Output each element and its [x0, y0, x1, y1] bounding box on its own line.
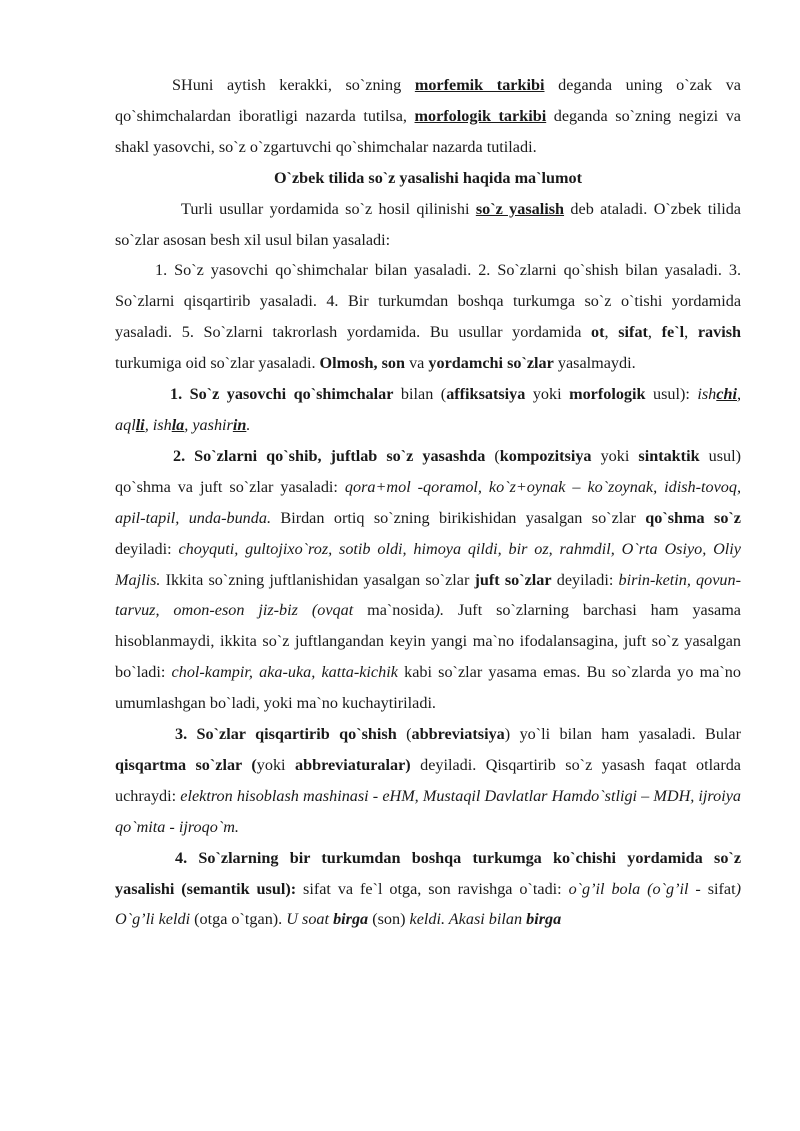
- example-suffix: la: [171, 415, 185, 434]
- text: deyiladi. Qisqartirib so`z yasash faqat otlarda uchraydi:: [115, 755, 741, 805]
- example-stem: , yashir: [184, 415, 233, 434]
- term: morfologik: [569, 385, 646, 404]
- examples: choyquti, gultojixo`roz, sotib oldi, himoya qildi, bir oz, rahmdil, O`rta Osiyo, Oliy Majlis.: [115, 539, 741, 589]
- text: (: [396, 725, 412, 744]
- text: Turli usullar yordamida so`z hosil qilinishi: [181, 199, 476, 218]
- term-morfemik-tarkibi: morfemik tarkibi: [414, 76, 545, 94]
- text: (otga o`tgan).: [190, 910, 287, 929]
- example-stem: , aql: [115, 385, 742, 434]
- text: deganda uning o`zak va qo`shimchalardan iboratligi nazarda tutilsa,: [115, 76, 741, 125]
- text: yasalmaydi.: [553, 354, 636, 373]
- term: qisqartma so`zlar (: [115, 755, 257, 774]
- term: qo`shma so`z: [645, 508, 741, 527]
- term: sifat: [618, 323, 648, 342]
- term: sintaktik: [638, 446, 700, 465]
- example-suffix: in: [232, 415, 247, 434]
- text: deyiladi:: [115, 539, 179, 558]
- text: yoki: [591, 446, 639, 465]
- text: (: [485, 446, 500, 465]
- term-soz-yasalish: so`z yasalish: [475, 199, 565, 218]
- text: ma`nosida: [353, 601, 435, 620]
- text: Birdan ortiq so`zning birikishidan yasalgan so`zlar: [271, 508, 646, 527]
- text: Ikkita so`zning juftlanishidan yasalgan so`zlar: [160, 570, 475, 589]
- text: kabi so`zlar yasama emas. Bu so`zlarda yo ma`no umumlashgan bo`ladi, yoki ma`no kuchaytiriladi.: [115, 663, 741, 713]
- paragraph-method-3: [115, 719, 741, 843]
- text: (son): [368, 910, 410, 929]
- text: usul):: [645, 385, 698, 404]
- term: kompozitsiya: [499, 446, 592, 465]
- example-suffix: chi: [716, 385, 737, 404]
- examples: o`g’il bola (o`g’il: [568, 879, 689, 898]
- text: ,: [647, 323, 662, 342]
- text: deb ataladi. O`zbek tilida so`zlar asosan besh xil usul bilan yasaladi:: [115, 199, 741, 249]
- section-title: O`zbek tilida so`z yasalishi haqida ma`lumot: [273, 168, 583, 187]
- examples: chol-kampir, aka-uka, katta-kichik: [171, 663, 398, 682]
- example-stem: , ish: [144, 415, 172, 434]
- term: juft so`zlar: [474, 570, 552, 589]
- paragraph-method-2: [115, 441, 741, 719]
- text: ) yo`li bilan ham yasaladi. Bular: [504, 725, 742, 744]
- text: SHuni aytish kerakki, so`zning: [172, 76, 415, 94]
- text: deyiladi:: [551, 570, 619, 589]
- text: - sifat: [688, 879, 736, 898]
- term: fe`l: [661, 323, 685, 342]
- term-morfologik-tarkibi: morfologik tarkibi: [414, 106, 547, 125]
- term: ot: [591, 323, 605, 342]
- paragraph-intro: [115, 70, 741, 163]
- example-stem: .: [246, 415, 251, 434]
- method-heading: 1. So`z yasovchi qo`shimchalar: [170, 385, 394, 404]
- paragraph-method-4: [115, 843, 741, 936]
- paragraph-definition: [115, 194, 741, 256]
- term: abbreviaturalar): [294, 755, 411, 774]
- method-heading: 2. So`zlarni qo`shib, juftlab so`z yasashda: [173, 446, 486, 465]
- examples: U soat: [286, 910, 334, 929]
- text: deganda so`zning negizi va shakl yasovchi, so`z o`zgartuvchi qo`shimchalar nazarda tutiladi.: [115, 106, 741, 156]
- paragraph-methods-list: [115, 255, 741, 379]
- examples: birin-ketin, qovun-tarvuz, omon-eson jiz-biz (ovqat: [115, 570, 742, 620]
- text: usul) qo`shma va juft so`zlar yasaladi:: [115, 446, 741, 496]
- term: birga: [526, 910, 562, 929]
- method-heading: 3. So`zlar qisqartirib qo`shish: [175, 725, 397, 744]
- paragraph-method-1: [115, 379, 741, 441]
- text: va: [405, 354, 429, 373]
- text: bilan (: [393, 385, 447, 404]
- examples: qora+mol -qoramol, ko`z+oynak – ko`zoynak, idish-tovoq, apil-tapil, unda-bunda.: [115, 477, 741, 527]
- text: 1. So`z yasovchi qo`shimchalar bilan yasaladi. 2. So`zlarni qo`shish bilan yasaladi. 3. So`zlarni qisqartirib yasaladi. 4. Bir turkumdan boshqa turkumga so`z o`tishi yordamida yasaladi. 5. So`zlarni takrorlash yordamida. Bu usullar yordamida: [115, 261, 741, 342]
- example-suffix: li: [135, 415, 145, 434]
- term: yordamchi so`zlar: [428, 354, 554, 373]
- term: affiksatsiya: [446, 385, 526, 404]
- examples: keldi. Akasi bilan: [409, 910, 527, 929]
- term: abbreviatsiya: [411, 725, 505, 744]
- examples: ) O`g’li keldi: [115, 879, 741, 929]
- text: sifat va fe`l otga, son ravishga o`tadi:: [296, 879, 569, 898]
- text: turkumiga oid so`zlar yasaladi.: [115, 354, 320, 373]
- text: Juft so`zlarning barchasi ham yasama hisoblanmaydi, ikkita so`z juftlangandan keyin yangi ma`no ifodalansagina, juft so`z yasalgan bo`ladi:: [115, 601, 741, 682]
- text: ,: [684, 323, 698, 342]
- example-stem: ish: [697, 385, 717, 404]
- term: birga: [333, 910, 369, 929]
- text: yoki: [256, 755, 295, 774]
- term: ravish: [697, 323, 742, 342]
- examples: elektron hisoblash mashinasi - eHM, Mustaqil Davlatlar Hamdo`stligi – MDH, ijroiya qo`mita - ijroqo`m.: [115, 786, 741, 836]
- text: ,: [604, 323, 619, 342]
- term: Olmosh, son: [319, 354, 406, 373]
- method-heading: 4. So`zlarning bir turkumdan boshqa turkumga ko`chishi yordamida so`z yasalishi (semantik usul):: [115, 848, 741, 898]
- document-page: [115, 70, 741, 935]
- text: yoki: [525, 385, 570, 404]
- examples: ).: [434, 601, 444, 620]
